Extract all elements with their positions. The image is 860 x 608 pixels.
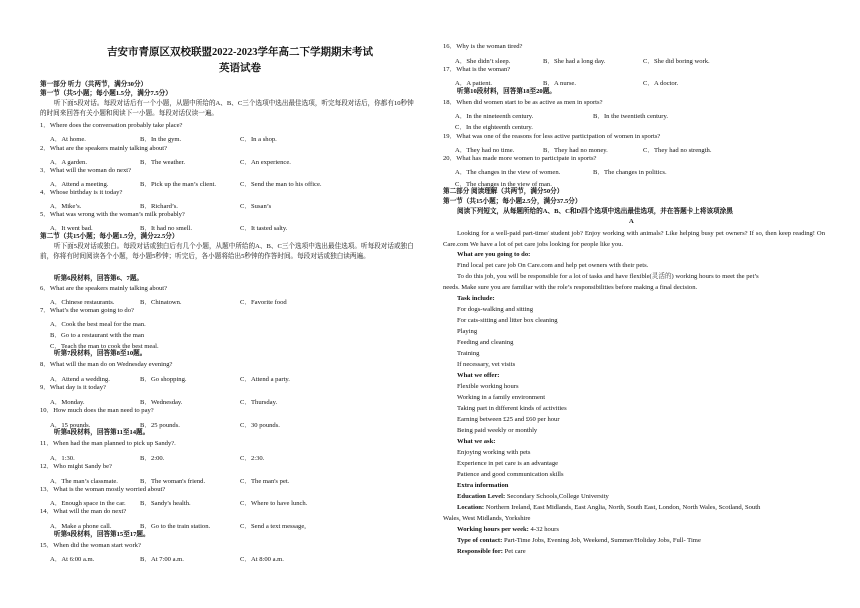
option-b[interactable]: B．She had a long day.	[543, 58, 606, 65]
offer-item: Being paid weekly or monthly	[457, 427, 538, 434]
option-b[interactable]: B．At 7:00 a.m.	[140, 556, 184, 563]
option-c[interactable]: C．Send the man to his office.	[240, 181, 322, 188]
option-c[interactable]: C．In the eighteenth century.	[455, 124, 533, 131]
option-a[interactable]: A．A garden.	[50, 159, 87, 166]
heading-tasks: Task include:	[457, 295, 495, 302]
question-1: 1．Where does the conversation probably take place?	[40, 122, 183, 129]
option-a[interactable]: A．She didn’t sleep.	[455, 58, 511, 65]
question-17: 17．What is the woman?	[443, 66, 511, 73]
option-c[interactable]: C．Susan’s	[240, 203, 272, 210]
task-item: Playing	[457, 328, 478, 335]
passage-paragraph-1: Looking for a well-paid part-time/ student job? Enjoy working with animals? Like helping busy pet owners? If so, then keep reading! On Care.com We have a lot of pet care jobs looking for people like you.	[443, 230, 825, 248]
question-2: 2．What are the speakers mainly talking about?	[40, 145, 168, 152]
question-18: 18．When did women start to be as active as men in sports?	[443, 99, 603, 106]
option-c[interactable]: C．2:30.	[240, 455, 265, 462]
question-20: 20．What has made more women to participate in sports?	[443, 155, 597, 162]
option-b[interactable]: B．A nurse.	[543, 80, 576, 87]
option-b[interactable]: B．The weather.	[140, 159, 186, 166]
reading-instructions: 阅读下列短文，从每题所给的A、B、C和D四个选项中选出最佳选项，并在答题卡上将该项涂黑	[457, 208, 733, 215]
option-c[interactable]: C．30 pounds.	[240, 422, 280, 429]
option-a[interactable]: A．1:30.	[50, 455, 75, 462]
option-b[interactable]: B．Sandy's health.	[140, 500, 191, 507]
option-b[interactable]: B．Go to the train station.	[140, 523, 211, 530]
responsible-for: Responsible for: Pet care	[457, 548, 526, 555]
option-c[interactable]: C．The man's pet.	[240, 478, 290, 485]
option-b[interactable]: B．Richard’s.	[140, 203, 178, 210]
option-b[interactable]: B．The changes in politics.	[593, 169, 667, 176]
question-3: 3．What will the woman do next?	[40, 167, 132, 174]
part2-heading: 第二部分 阅读理解（共两节，满分50分）	[443, 188, 564, 195]
ask-item: Experience in pet care is an advantage	[457, 460, 559, 467]
option-a[interactable]: A．Mike’s.	[50, 203, 82, 210]
material-6-heading: 听第6段材料，回答第6、7题。	[54, 275, 144, 282]
option-b[interactable]: B．Go shopping.	[140, 376, 187, 383]
option-a[interactable]: A．The man’s classmate.	[50, 478, 118, 485]
question-11: 11．When had the man planned to pick up Sandy?.	[40, 440, 176, 447]
exam-subtitle: 英语试卷	[219, 63, 261, 74]
gloss-flexible: 灵活的	[651, 273, 672, 280]
offer-item: Taking part in different kinds of activities	[457, 405, 567, 412]
option-b[interactable]: B．They had no money.	[543, 147, 608, 154]
option-c[interactable]: C．Favorite food	[240, 299, 287, 306]
question-7: 7．What’s the woman going to do?	[40, 307, 134, 314]
option-b[interactable]: B．25 pounds.	[140, 422, 180, 429]
option-a[interactable]: A．They had no time.	[455, 147, 515, 154]
option-b[interactable]: B．The woman's friend.	[140, 478, 206, 485]
option-c[interactable]: C．The changes in the view of man.	[455, 181, 552, 188]
location: Location: Northern Ireland, East Midlands, East Anglia, North, South East, London, North Wales, Scotland, South	[457, 504, 761, 511]
task-item: Feeding and cleaning	[457, 339, 514, 346]
option-c[interactable]: C．It tasted salty.	[240, 225, 288, 232]
task-item: If necessary, vet visits	[457, 361, 516, 368]
question-4: 4．Whose birthday is it today?	[40, 189, 123, 196]
option-a[interactable]: A．It went bad.	[50, 225, 93, 232]
offer-item: Working in a family environment	[457, 394, 546, 401]
option-a[interactable]: A．Attend a wedding.	[50, 376, 110, 383]
question-12: 12．Who might Sandy be?	[40, 463, 112, 470]
heading-offer: What we offer:	[457, 372, 500, 379]
question-19: 19．What was one of the reasons for less active participation of women in sports?	[443, 133, 661, 140]
ask-item: Patience and good communication skills	[457, 471, 564, 478]
material-9-heading: 听第9段材料，回答第15至17题。	[54, 531, 150, 538]
section1-heading: 第一节（共5小题；每小题1.5分，满分7.5分）	[40, 90, 172, 97]
option-b[interactable]: B．Pick up the man’s client.	[140, 181, 217, 188]
heading-what-to-do: What are you going to do:	[457, 251, 531, 258]
location-cont: Wales, West Midlands, Yorkshire	[443, 515, 531, 522]
exam-title: 吉安市青原区双校联盟2022-2023学年高二下学期期末考试	[107, 47, 373, 58]
option-b[interactable]: B．Wednesday.	[140, 399, 183, 406]
option-b[interactable]: B．2:00.	[140, 455, 165, 462]
section1-instructions: 听下面5段对话。每段对话后有一个小题，从题中所给的A、B、C三个选项中选出最佳选项，听完每段对话后，你都有10秒钟的时间来回答有关小题和阅读下一小题。每段对话仅读一遍。	[40, 100, 414, 117]
option-c[interactable]: C．Where to have lunch.	[240, 500, 308, 507]
section2-heading: 第二节（共15小题；每小题1.5分，满分22.5分）	[40, 233, 179, 240]
material-10-heading: 听第10段材料，回答第18至20题。	[457, 88, 556, 95]
heading-extra: Extra information	[457, 482, 509, 489]
option-c[interactable]: C．A doctor.	[643, 80, 679, 87]
contact-type: Type of contact: Part-Time Jobs, Evening Job, Weekend, Summer/Holiday Jobs, Full- Time	[457, 537, 701, 544]
question-10: 10．How much does the man need to pay?	[40, 407, 154, 414]
part1-heading: 第一部分 听力（共两节，满分30分）	[40, 81, 148, 88]
option-c[interactable]: C．Thursday.	[240, 399, 278, 406]
question-9: 9．What day is it today?	[40, 384, 106, 391]
option-a[interactable]: A．In the nineteenth century.	[455, 113, 534, 120]
option-a[interactable]: A．The changes in the view of women.	[455, 169, 561, 176]
option-b[interactable]: B．Go to a restaurant with the man	[50, 332, 145, 339]
option-b[interactable]: B．In the twentieth century.	[593, 113, 669, 120]
option-a[interactable]: A．Attend a meeting.	[50, 181, 109, 188]
option-a[interactable]: A．Make a phone call.	[50, 523, 112, 530]
working-hours: Working hours per week: 4-32 hours	[457, 526, 559, 533]
education-level: Education Level: Secondary Schools,College University	[457, 493, 609, 500]
option-a[interactable]: A．15 pounds.	[50, 422, 91, 429]
offer-item: Earning between £25 and £60 per hour	[457, 416, 560, 423]
option-b[interactable]: B．Chinatown.	[140, 299, 182, 306]
option-a[interactable]: A．A patient.	[455, 80, 492, 87]
heading-ask: What we ask:	[457, 438, 496, 445]
passage-paragraph-2: To do this job, you will be responsible for a lot of tasks and have flexible(灵活的) working hours to meet the pet’s	[457, 273, 759, 280]
question-5: 5．What was wrong with the woman’s milk probably?	[40, 211, 185, 218]
option-a[interactable]: A．Enough space in the car.	[50, 500, 126, 507]
option-c[interactable]: C．An experience.	[240, 159, 291, 166]
option-c[interactable]: C．She did boring work.	[643, 58, 710, 65]
option-a[interactable]: A．Cook the best meal for the man.	[50, 321, 146, 328]
section2-instructions: 听下面5段对话或独白。每段对话或独白后有几个小题，从题中所给的A、B、C三个选项中选出最佳选项。听每段对话或独白前，你将有时间阅读各个小题，每小题5秒钟；听完后，各小题将给出5秒钟的作答时间。每段对话或独白读两遍。	[40, 243, 414, 260]
question-15: 15．When did the woman start work?	[40, 542, 141, 549]
option-c[interactable]: C．At 8:00 a.m.	[240, 556, 284, 563]
option-b[interactable]: B．In the gym.	[140, 136, 182, 143]
question-6: 6．What are the speakers mainly talking about?	[40, 285, 168, 292]
material-8-heading: 听第8段材料，回答第11至14题。	[54, 429, 150, 436]
option-a[interactable]: A．Chinese restaurants.	[50, 299, 115, 306]
option-c[interactable]: C．Attend a party.	[240, 376, 290, 383]
passage-line: Find local pet care job On Care.com and help pet owners with their pets.	[457, 262, 649, 269]
option-c[interactable]: C．They had no strength.	[643, 147, 712, 154]
option-c[interactable]: C．Send a text message,	[240, 523, 306, 530]
passage-paragraph-2-cont: needs. Make sure you are familiar with the role’s responsibilities before making a final decision.	[443, 284, 698, 291]
task-item: For cats-sitting and litter box cleaning	[457, 317, 558, 324]
option-c[interactable]: C．In a shop.	[240, 136, 277, 143]
question-14: 14．What will the man do next?	[40, 508, 127, 515]
passage-label: A	[629, 218, 634, 225]
option-c[interactable]: C．Teach the man to cook the best meal.	[50, 343, 159, 350]
question-13: 13．What is the woman mostly worried about?	[40, 486, 166, 493]
question-8: 8．What will the man do on Wednesday evening?	[40, 361, 173, 368]
question-16: 16．Why is the woman tired?	[443, 43, 523, 50]
option-a[interactable]: A．At 6:00 a.m.	[50, 556, 95, 563]
offer-item: Flexible working hours	[457, 383, 519, 390]
reading-section1-heading: 第一节（共15小题；每小题2.5分，满分37.5分）	[443, 198, 582, 205]
task-item: For dogs-walking and sitting	[457, 306, 534, 313]
task-item: Training	[457, 350, 480, 357]
option-a[interactable]: A．Monday.	[50, 399, 85, 406]
ask-item: Enjoying working with pets	[457, 449, 531, 456]
option-a[interactable]: A．At home.	[50, 136, 86, 143]
material-7-heading: 听第7段材料，回答第8至10题。	[54, 350, 147, 357]
option-b[interactable]: B．It had no smell.	[140, 225, 193, 232]
